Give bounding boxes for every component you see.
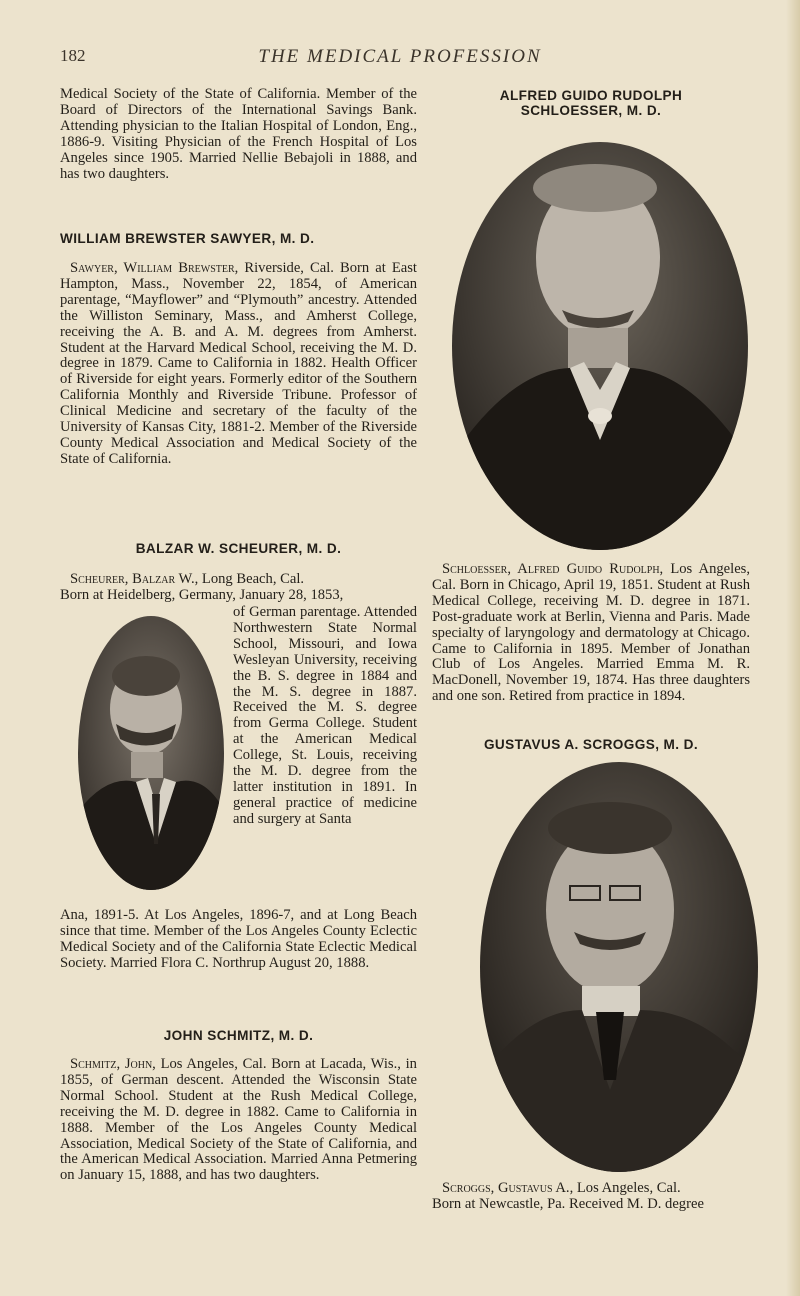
page-edge-shadow	[786, 0, 800, 1296]
schmitz-name-lead: Schmitz, John,	[70, 1056, 156, 1072]
scroggs-heading: GUSTAVUS A. SCROGGS, M. D.	[483, 737, 699, 752]
scheurer-body-beside: of German parentage. Attended Northwestern State Normal School, Missouri, and Iowa Wesleyan University, receiving the B. S. degree in 1884 and the M. S. degree in 1887. Received the M. S. degree from Germa College. Student at the American Medical College, St. Louis, receiving the M. D. degree from the latter institution in 1891. In general practice of medicine and surgery at Santa	[233, 604, 417, 827]
running-header	[0, 46, 800, 70]
intro-paragraph	[60, 87, 417, 182]
schmitz-heading: JOHN SCHMITZ, M. D.	[163, 1028, 314, 1043]
schloesser-heading-line2: SCHLOESSER, M. D.	[520, 103, 662, 118]
schloesser-portrait	[450, 140, 750, 552]
scheurer-side-text	[233, 605, 417, 828]
sawyer-biography	[60, 261, 417, 468]
schloesser-heading	[432, 88, 750, 118]
sawyer-body: Riverside, Cal. Born at East Hampton, Mass., November 22, 1854, of American parentage, “Mayflower” and “Plymouth” ancestry. Attended the Williston Seminary, Mass., and Amherst College, receiving the A. B. and A. M. degrees from Amherst. Student at the Harvard Medical School, receiving the M. D. degree in 1879. Came to California in 1882. Health Officer of Riverside for eight years. Formerly editor of the Southern California Monthly and Riverside Tribune. Professor of Clinical Medicine and secretary of the faculty of the University of Kansas City, 1881-2. Member of the Riverside County Medical Association and Medical Society of the State of California.	[60, 260, 417, 467]
schmitz-biography	[60, 1057, 417, 1184]
page-number: 182	[60, 46, 86, 65]
scheurer-continuation	[60, 908, 417, 972]
scroggs-body-line1: Los Angeles, Cal.	[573, 1180, 681, 1196]
scroggs-name-lead: Scroggs, Gustavus A.,	[442, 1180, 574, 1196]
intro-text: Medical Society of the State of California. Member of the Board of Directors of the International Savings Bank. Attending physician to the Italian Hospital of London, Eng., 1886-9. Visiting Physician of the French Hospital of Los Angeles since 1905. Married Nellie Bebajoli in 1888, and has two daughters.	[60, 86, 417, 182]
schmitz-body: Los Angeles, Cal. Born at Lacada, Wis., in 1855, of German descent. Attended the Wisconsin State Normal School. Student at the Rush Medical College, receiving the M. D. degree in 1882. Came to California in 1888. Member of the Los Angeles County Medical Association, Medical Society of the State of California, and the American Medical Association. Married Anna Petmering on January 15, 1888, and has two daughters.	[60, 1056, 417, 1184]
schloesser-heading-line1: ALFRED GUIDO RUDOLPH	[499, 88, 683, 103]
sawyer-heading: WILLIAM BREWSTER SAWYER, M. D.	[60, 231, 315, 246]
scheurer-name-lead: Scheurer, Balzar W.,	[70, 571, 199, 587]
scheurer-portrait	[76, 614, 226, 892]
scheurer-body-line1: Long Beach, Cal.	[198, 571, 305, 587]
scheurer-intro-lines	[60, 572, 417, 604]
schloesser-body: Los Angeles, Cal. Born in Chicago, April 19, 1851. Student at Rush Medical College, receiving M. D. degree in 1871. Post-graduate work at Berlin, Vienna and Paris. Made specialty of laryngology and dermatology at Chicago. Came to California in 1895. Member of Jonathan Club of Los Angeles. Married Emma M. R. MacDonell, November 19, 1874. Has three daughters and one son. Retired from practice in 1894.	[432, 561, 750, 705]
scheurer-heading: BALZAR W. SCHEURER, M. D.	[135, 541, 342, 556]
running-title: THE MEDICAL PROFESSION	[258, 46, 542, 67]
scheurer-body-rest: Ana, 1891-5. At Los Angeles, 1896-7, and at Long Beach since that time. Member of the Los Angeles County Eclectic Medical Society and of the California State Eclectic Medical Society. Married Flora C. Northrup August 20, 1888.	[60, 907, 417, 971]
sawyer-name-lead: Sawyer, William Brewster,	[70, 260, 239, 276]
scroggs-biography	[432, 1181, 750, 1213]
scheurer-body-line2: Born at Heidelberg, Germany, January 28, 1853,	[60, 586, 344, 603]
scroggs-portrait	[478, 760, 760, 1174]
schloesser-name-lead: Schloesser, Alfred Guido Rudolph,	[442, 561, 664, 577]
schloesser-biography	[432, 562, 750, 705]
scroggs-body-line2: Born at Newcastle, Pa. Received M. D. degree	[432, 1195, 704, 1212]
